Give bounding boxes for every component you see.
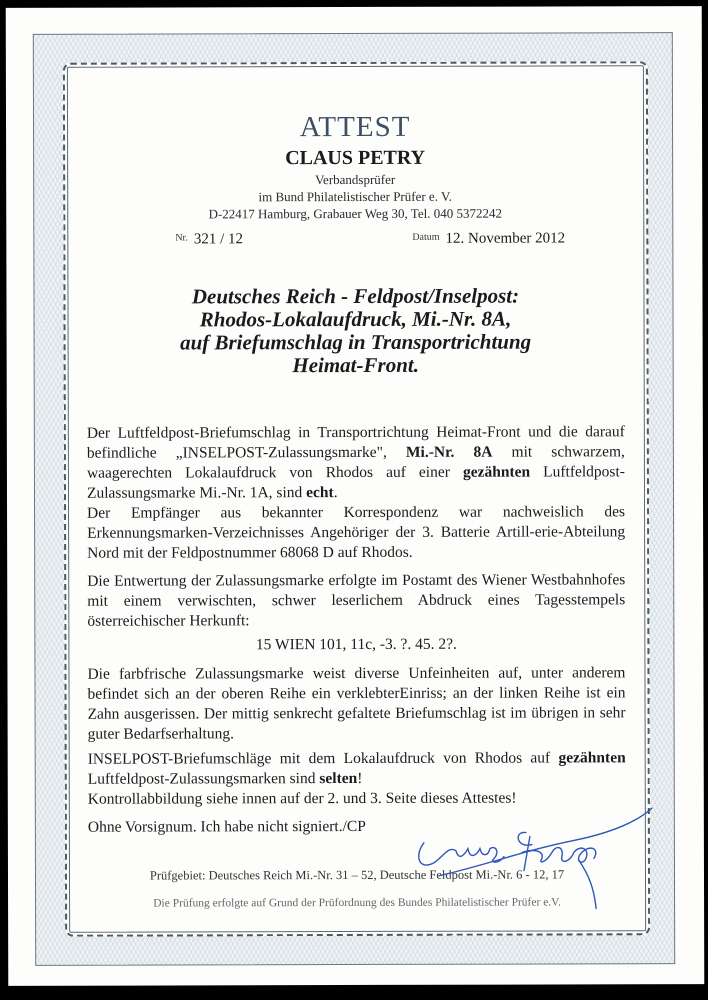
date-value: 12. November 2012 [445, 230, 566, 247]
number-label: Nr. [175, 232, 188, 244]
text-run: INSELPOST-Briefumschläge mit dem Lokalaufdruck von Rhodos auf [87, 749, 559, 768]
subject-line-2: Rhodos-Lokalaufdruck, Mi.-Nr. 8A, [199, 306, 512, 332]
paragraph-signature-note: Ohne Vorsignum. Ich habe nicht signiert./CP [87, 817, 366, 836]
bold-run: Mi.-Nr. 8A [405, 443, 493, 461]
number-value: 321 / 12 [193, 231, 244, 248]
handwritten-signature [404, 800, 654, 911]
examination-scope: Prüfgebiet: Deutsches Reich Mi.-Nr. 31 – 52, Deutsche Feldpost Mi.-Nr. 6 - 12, 17 [149, 867, 565, 883]
bold-run: gezähnten [462, 463, 531, 481]
certificate-content [72, 70, 640, 926]
bold-run: gezähnten [558, 749, 626, 767]
certificate-paper [6, 6, 705, 986]
certificate-title: ATTEST [299, 110, 411, 144]
subject-heading [72, 284, 638, 377]
certificate-date [412, 230, 565, 247]
examiner-role: Verbandsprüfer [315, 171, 396, 188]
paragraph-cancellation: Die Entwertung der Zulassungsmarke erfolgte im Postamt des Wiener Westbahnhofes mit einem verwischten, schwer leserlichem Abdruck eines Tagesstempels österreichischer Herkunft: [87, 571, 626, 630]
subject-line-4: Heimat-Front. [292, 352, 419, 378]
paragraph-condition: Die farbfrische Zulassungsmarke weist diverse Unfeinheiten auf, unter anderem befindet sich an der oberen Reihe ein verklebterEinriss; an der linken Reihe ist ein Zahn ausgerissen. Der mittig senkrecht gefaltete Briefumschlag ist im übrigen in sehr guter Bedarfserhaltung. [87, 664, 626, 743]
text-run: ! [357, 769, 363, 787]
examination-regulation: Die Prüfung erfolgte auf Grund der Prüfordnung des Bundes Philatelistischer Prüfer e.V. [153, 896, 561, 910]
bold-run: selten [319, 769, 358, 788]
subject-line-1: Deutsches Reich - Feldpost/Inselpost: [191, 283, 520, 309]
text-run: Der Luftfeldpost-Briefumschlag in Transportrichtung Heimat-Front und die darauf befindliche „INSELPOST-Zulassungsmarke", [86, 423, 625, 462]
paragraph-authenticity [87, 422, 625, 503]
postmark-reading: 15 WIEN 101, 11c, -3. ?. 45. 2?. [255, 635, 457, 654]
text-run: Luftfeldpost-Zulassungsmarke Mi.-Nr. 1A, sind [86, 463, 625, 502]
certificate-number [175, 231, 243, 248]
subject-line-3: auf Briefumschlag in Transportrichtung [180, 329, 532, 355]
association: im Bund Philatelistischer Prüfer e. V. [258, 188, 452, 205]
paragraph-rarity [88, 748, 626, 789]
text-run: mit schwarzem, waagerechten Lokalaufdruck von Rhodos auf einer [86, 443, 625, 482]
text-run: . [333, 484, 338, 502]
date-label: Datum [412, 231, 440, 243]
bold-run: echt [306, 484, 334, 502]
paragraph-control-image: Kontrollabbildung siehe innen auf der 2. und 3. Seite dieses Attestes! [87, 789, 517, 808]
paragraph-recipient: Der Empfänger aus bekannter Korrespondenz war nachweislich des Erkennungsmarken-Verzeichnisses Angehöriger der 3. Batterie Artill-erie-Abteilung Nord mit der Feldpostnummer 68068 D auf Rhodos. [87, 503, 626, 562]
text-run: Luftfeldpost-Zulassungsmarken sind [87, 770, 320, 788]
examiner-address: D-22417 Hamburg, Grabauer Weg 30, Tel. 040 5372242 [208, 205, 502, 222]
examiner-name: CLAUS PETRY [285, 146, 426, 170]
